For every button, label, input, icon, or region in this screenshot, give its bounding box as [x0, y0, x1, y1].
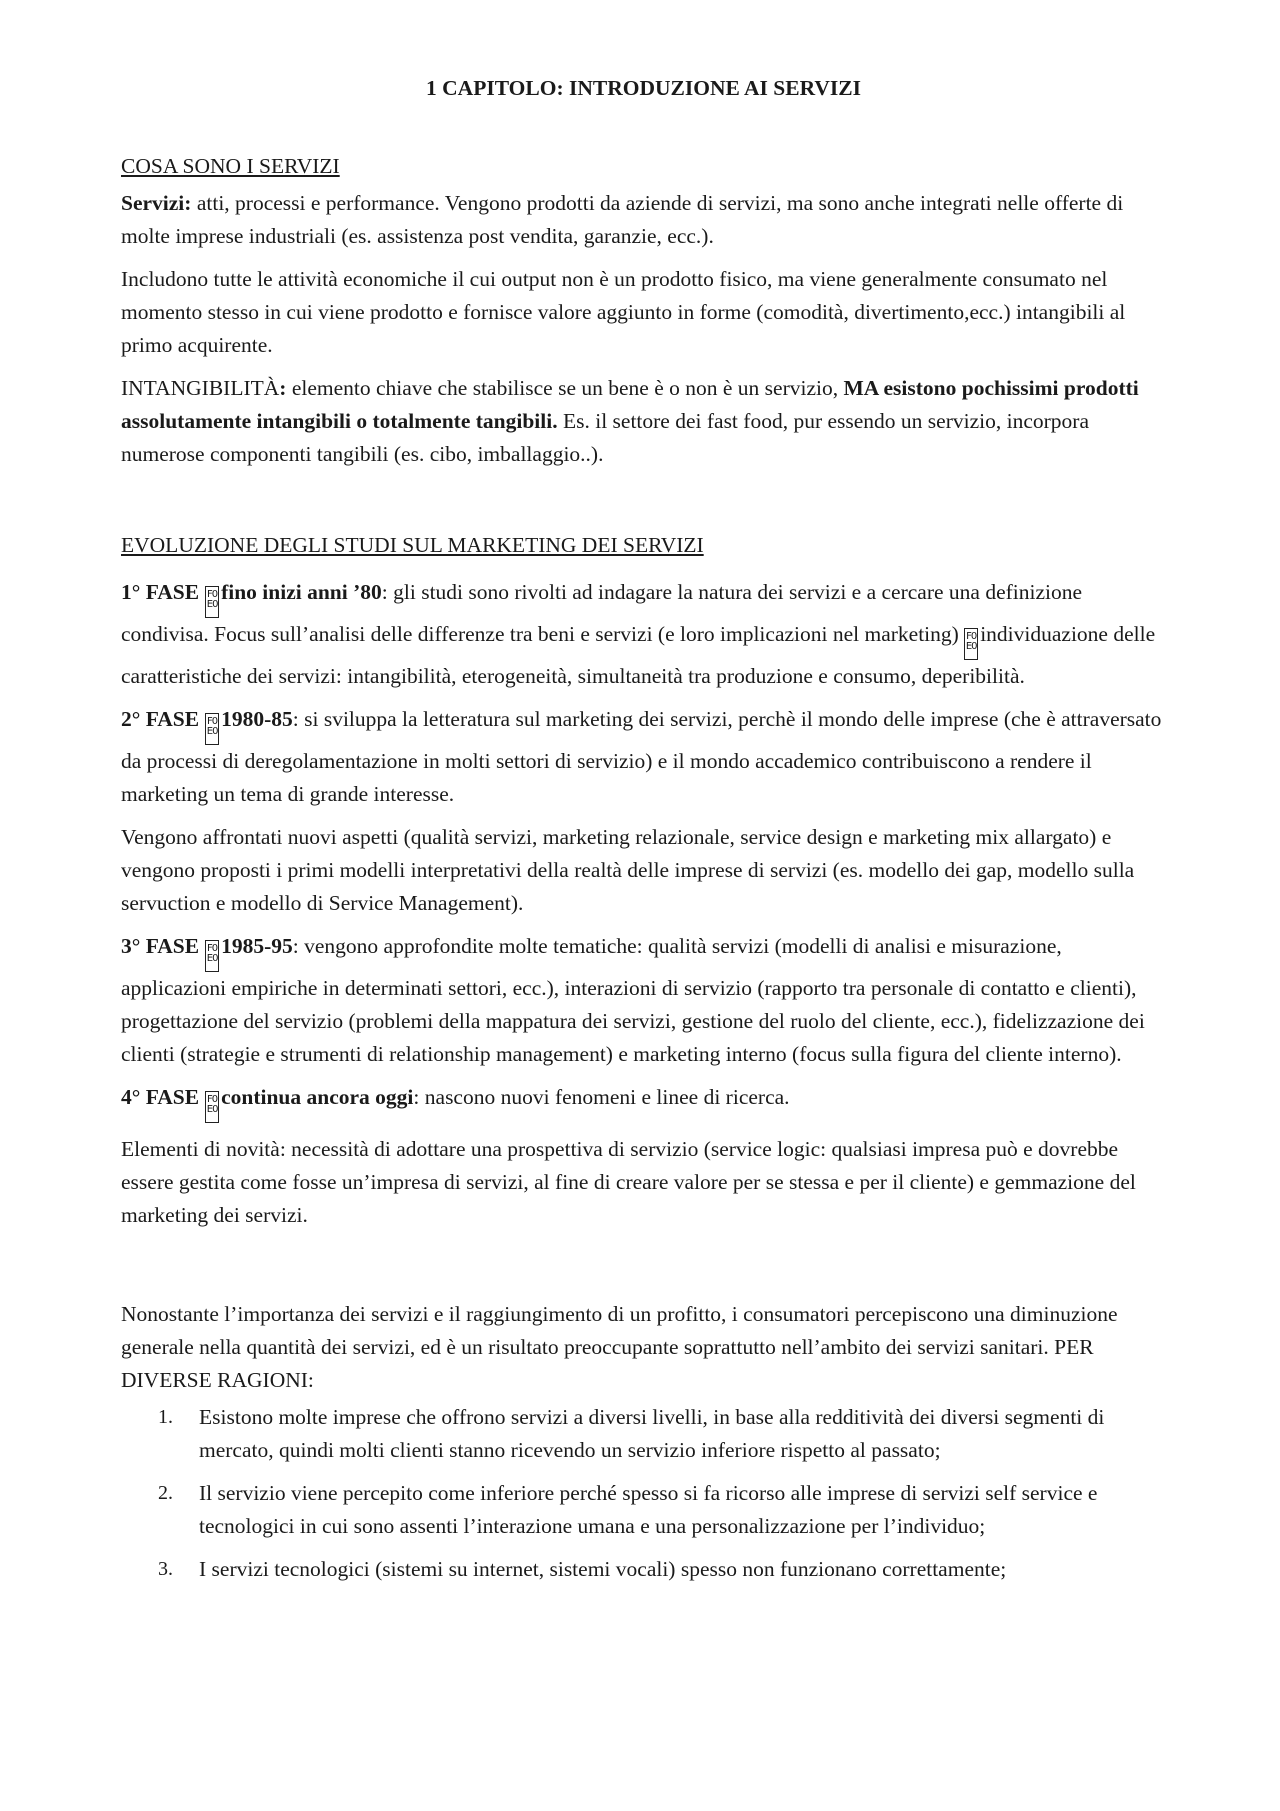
paragraph-nonostante: Nonostante l’importanza dei servizi e il raggiungimento di un profitto, i consumatori percepiscono una diminuzione generale nella quantità dei servizi, ed è un risultato preoccupante soprattutto nell’ambito dei servizi sanitari. PER DIVERSE RAGIONI: — [121, 1302, 1118, 1392]
phase-period: continua ancora oggi — [221, 1085, 414, 1109]
phase-label: 2° FASE — [121, 707, 200, 731]
list-item: 3. I servizi tecnologici (sistemi su internet, sistemi vocali) spesso non funzionano correttamente; — [158, 1557, 1007, 1581]
phase-4-paragraph: 4° FASE F0 E0continua ancora oggi: nascono nuovi fenomeni e linee di ricerca. — [121, 1081, 1166, 1123]
section-heading-evoluzione: EVOLUZIONE DEGLI STUDI SUL MARKETING DEI SERVIZI — [121, 533, 704, 557]
paragraph-attivita: Includono tutte le attività economiche il cui output non è un prodotto fisico, ma viene generalmente consumato nel momento stesso in cui viene prodotto e fornisce valore aggiunto in forme (comodità, divertimento,ecc.) intangibili al primo acquirente. — [121, 267, 1126, 357]
arrow-glyph-icon: F0 E0 — [205, 1091, 219, 1123]
chapter-title: 1 CAPITOLO: INTRODUZIONE AI SERVIZI — [426, 76, 861, 100]
arrow-glyph-icon: F0 E0 — [205, 713, 219, 745]
phase-period: 1980-85 — [221, 707, 293, 731]
section-heading-cosa-sono: COSA SONO I SERVIZI — [121, 154, 340, 178]
term-intangibilita: INTANGIBILITÀ — [121, 376, 280, 400]
phase-label: 3° FASE — [121, 934, 200, 958]
document-body — [121, 72, 1166, 1596]
arrow-glyph-icon: F0 E0 — [964, 628, 978, 660]
phase-period: 1985-95 — [221, 934, 293, 958]
phase-2-paragraph: 2° FASE F0 E01980-85: si sviluppa la letteratura sul marketing dei servizi, perchè il mondo delle imprese (che è attraversato da processi di deregolamentazione in molti settori di servizio) e il mondo accademico contribuiscono a rendere il marketing un tema di grande interesse. — [121, 707, 1162, 806]
phase-label: 4° FASE — [121, 1085, 200, 1109]
paragraph-intangibilita: INTANGIBILITÀ: elemento chiave che stabilisce se un bene è o non è un servizio, MA esistono pochissimi prodotti assolutamente intangibili o totalmente tangibili. Es. il settore dei fast food, pur essendo un servizio, incorpora numerose componenti tangibili (es. cibo, imballaggio..). — [121, 376, 1139, 466]
emphasis-text: MA esistono pochissimi prodotti assolutamente intangibili o totalmente tangibili. — [121, 376, 1139, 433]
phase-1-paragraph: 1° FASE F0 E0fino inizi anni ’80: gli studi sono rivolti ad indagare la natura dei servizi e a cercare una definizione condivisa. Focus sull’analisi delle differenze tra beni e servizi (e loro implicazioni nel marketing) F0 E0individuazione delle caratteristiche dei servizi: intangibilità, eterogeneità, simultaneità tra produzione e consumo, deperibilità. — [121, 580, 1156, 688]
reasons-list — [121, 1401, 1166, 1586]
arrow-glyph-icon: F0 E0 — [205, 940, 219, 972]
list-item: 1. Esistono molte imprese che offrono servizi a diversi livelli, in base alla redditività dei diversi segmenti di mercato, quindi molti clienti stanno ricevendo un servizio inferiore rispetto al passato; — [158, 1405, 1105, 1462]
phase-2-extra-paragraph: Vengono affrontati nuovi aspetti (qualità servizi, marketing relazionale, service design e marketing mix allargato) e vengono proposti i primi modelli interpretativi della realtà delle imprese di servizi (es. modello dei gap, modello sulla servuction e modello di Service Management). — [121, 825, 1135, 915]
arrow-glyph-icon: F0 E0 — [205, 586, 219, 618]
phase-4-extra-paragraph: Elementi di novità: necessità di adottare una prospettiva di servizio (service logic: qualsiasi impresa può e dovrebbe essere gestita come fosse un’impresa di servizi, al fine di creare valore per se stessa e per il cliente) e gemmazione del marketing dei servizi. — [121, 1137, 1136, 1227]
phase-3-paragraph: 3° FASE F0 E01985-95: vengono approfondite molte tematiche: qualità servizi (modelli di analisi e misurazione, applicazioni empiriche in determinati settori, ecc.), interazioni di servizio (rapporto tra personale di contatto e clienti), progettazione del servizio (problemi della mappatura dei servizi, gestione del ruolo del cliente, ecc.), fidelizzazione dei clienti (strategie e strumenti di relationship management) e marketing interno (focus sulla figura del cliente interno). — [121, 934, 1145, 1066]
phase-label: 1° FASE — [121, 580, 200, 604]
paragraph-servizi-definition: Servizi: atti, processi e performance. Vengono prodotti da aziende di servizi, ma sono anche integrati nelle offerte di molte imprese industriali (es. assistenza post vendita, garanzie, ecc.). — [121, 191, 1124, 248]
list-item: 2. Il servizio viene percepito come inferiore perché spesso si fa ricorso alle imprese di servizi self service e tecnologici in cui sono assenti l’interazione umana e una personalizzazione per l’individuo; — [158, 1481, 1098, 1538]
phase-period: fino inizi anni ’80 — [221, 580, 382, 604]
term-servizi: Servizi: — [121, 191, 192, 215]
